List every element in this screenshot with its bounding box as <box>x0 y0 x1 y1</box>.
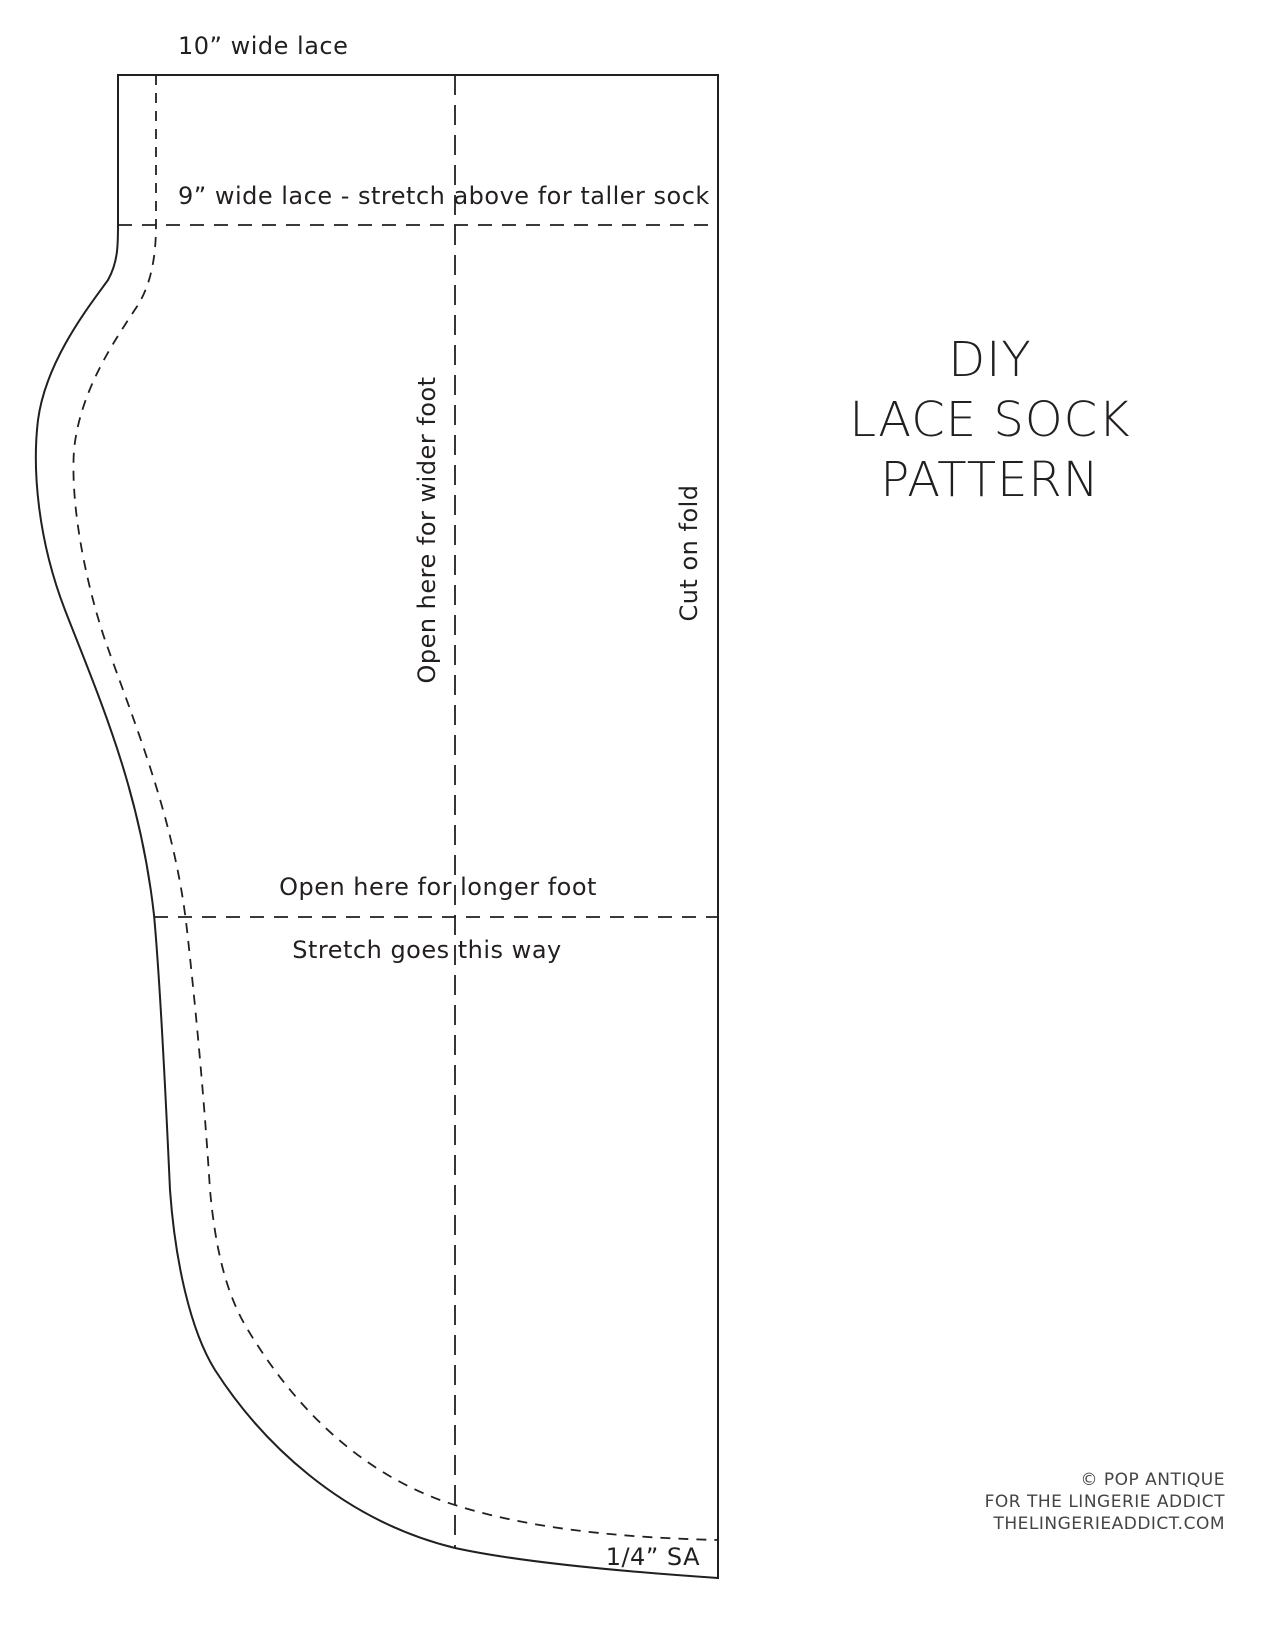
longer-foot-label: Open here for longer foot <box>279 873 597 901</box>
credits <box>985 1469 1225 1535</box>
top-lace-label: 10” wide lace <box>178 32 349 60</box>
mid-lace-label: 9” wide lace - stretch above for taller sock <box>178 182 710 210</box>
title-line-3: PATTERN <box>880 452 1100 508</box>
cutting-outline <box>36 75 718 1578</box>
cut-on-fold-label: Cut on fold <box>675 484 703 622</box>
credit-line-3: THELINGERIEADDICT.COM <box>993 1514 1225 1534</box>
pattern-title <box>790 330 1190 510</box>
seam-allowance-label: 1/4” SA <box>605 1543 700 1571</box>
credit-line-1: © POP ANTIQUE <box>1080 1470 1225 1490</box>
title-line-2: LACE SOCK <box>849 392 1131 448</box>
stretch-direction-label: Stretch goes this way <box>292 936 562 964</box>
wider-foot-label: Open here for wider foot <box>413 376 441 684</box>
credit-line-2: FOR THE LINGERIE ADDICT <box>984 1492 1225 1512</box>
seam-allowance-line <box>73 75 718 1540</box>
title-line-1: DIY <box>948 332 1032 388</box>
